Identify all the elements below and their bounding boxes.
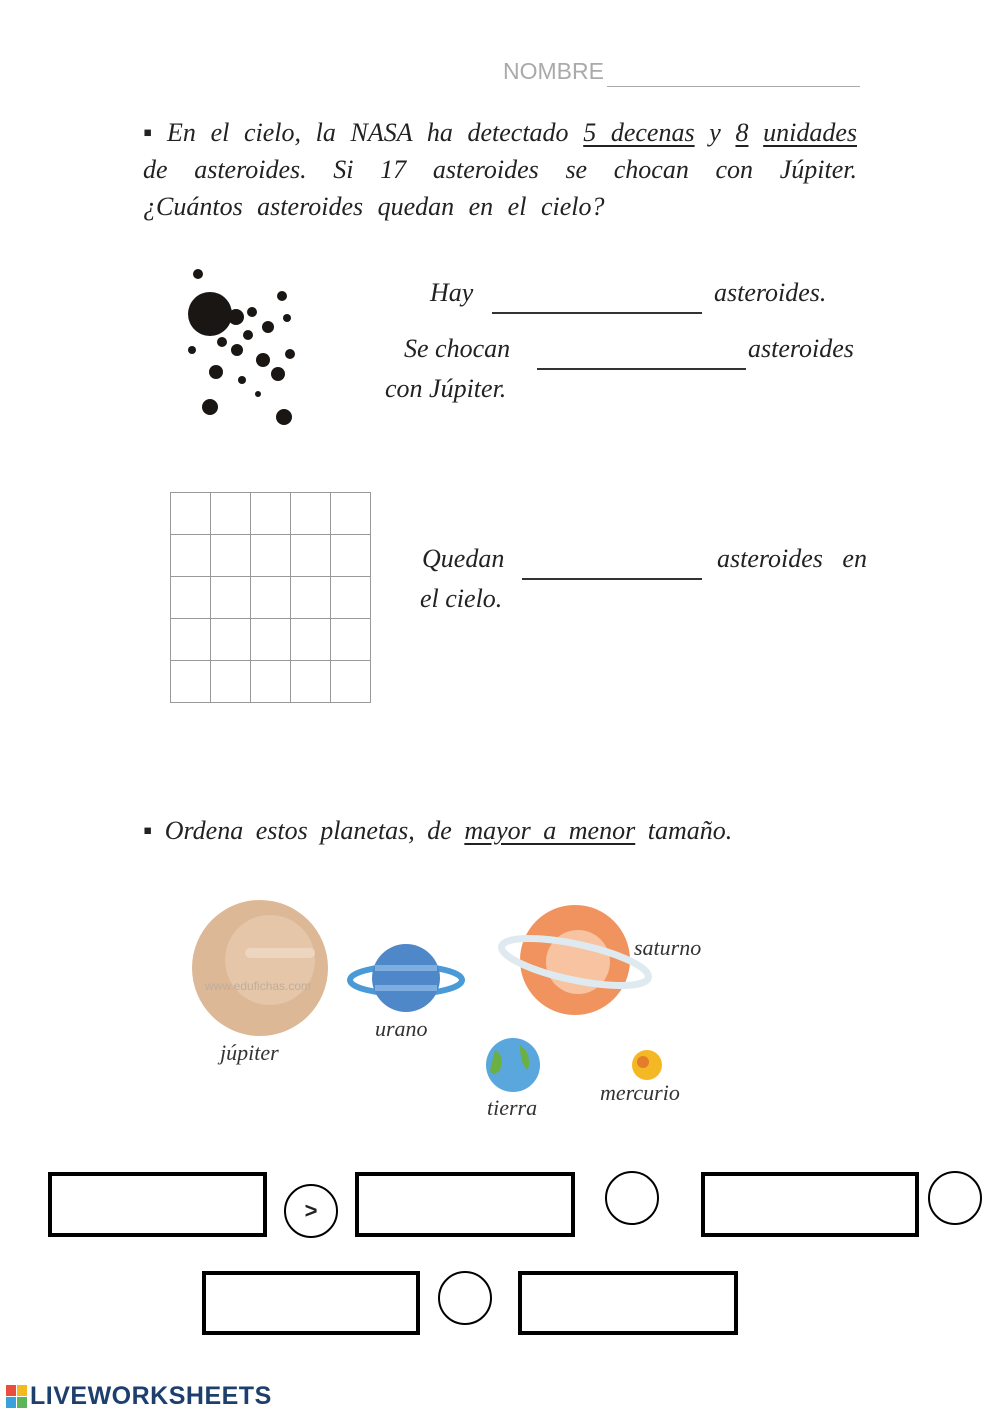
underlined-text: 5 decenas xyxy=(583,118,695,147)
bullet: ▪ xyxy=(143,816,153,845)
chocan-line2: con Júpiter. xyxy=(385,374,507,403)
hay-input[interactable] xyxy=(492,284,702,314)
jupiter-planet xyxy=(192,900,328,1036)
problem2-text xyxy=(143,816,732,846)
symbol-circle-1: > xyxy=(284,1184,338,1238)
answer-box-3[interactable] xyxy=(701,1172,919,1237)
underlined-text: mayor a menor xyxy=(464,816,636,845)
chocan-label: Se chocan xyxy=(404,334,511,363)
text: Ordena estos planetas, de xyxy=(164,816,465,845)
text: de asteroides. Si 17 asteroides se chocan con xyxy=(143,155,754,184)
logo-icon xyxy=(6,1385,28,1409)
quedan-label: Quedan xyxy=(422,544,505,573)
planet-label-saturno: saturno xyxy=(634,935,702,960)
uranus-planet xyxy=(350,944,462,1012)
hay-label: Hay xyxy=(430,278,474,307)
quedan-suffix: asteroides en xyxy=(717,544,867,573)
planet-label-urano: urano xyxy=(375,1016,428,1041)
answer-box-2[interactable] xyxy=(355,1172,575,1237)
saturn-planet xyxy=(498,905,652,1015)
answer-box-5[interactable] xyxy=(518,1271,738,1335)
quedan-line2: el cielo. xyxy=(420,584,503,613)
chocan-input[interactable] xyxy=(537,340,746,370)
bullet: ▪ xyxy=(143,118,153,147)
mercury-planet xyxy=(632,1050,662,1080)
logo-text: LIVEWORKSHEETS xyxy=(30,1382,272,1410)
chocan-suffix: asteroides xyxy=(748,334,854,363)
symbol-input-4[interactable] xyxy=(438,1271,492,1325)
text: Júpiter. ¿Cuántos asteroides quedan en el cielo? xyxy=(143,155,857,221)
name-label: NOMBRE xyxy=(503,58,604,84)
earth-planet xyxy=(486,1038,540,1092)
symbol-input-2[interactable] xyxy=(605,1171,659,1225)
planet-label-tierra: tierra xyxy=(487,1095,538,1120)
name-input[interactable] xyxy=(607,58,860,87)
hay-suffix: asteroides. xyxy=(714,278,827,307)
planet-label-jupiter: júpiter xyxy=(220,1040,279,1065)
text: tamaño. xyxy=(635,816,733,845)
quedan-input[interactable] xyxy=(522,550,702,580)
symbol-input-3[interactable] xyxy=(928,1171,982,1225)
calculation-grid xyxy=(170,492,371,703)
underlined-text: 8 xyxy=(735,118,749,147)
underlined-text: unidades xyxy=(763,118,858,147)
answer-box-1[interactable] xyxy=(48,1172,267,1237)
text: En el cielo, la NASA ha detectado xyxy=(167,118,584,147)
answer-box-4[interactable] xyxy=(202,1271,420,1335)
planet-label-mercurio: mercurio xyxy=(600,1080,680,1105)
text: y xyxy=(694,118,736,147)
watermark: www.edufichas.com xyxy=(205,979,312,993)
asteroids-image xyxy=(180,262,305,432)
problem1-text xyxy=(143,114,857,225)
liveworksheets-logo xyxy=(6,1382,272,1411)
